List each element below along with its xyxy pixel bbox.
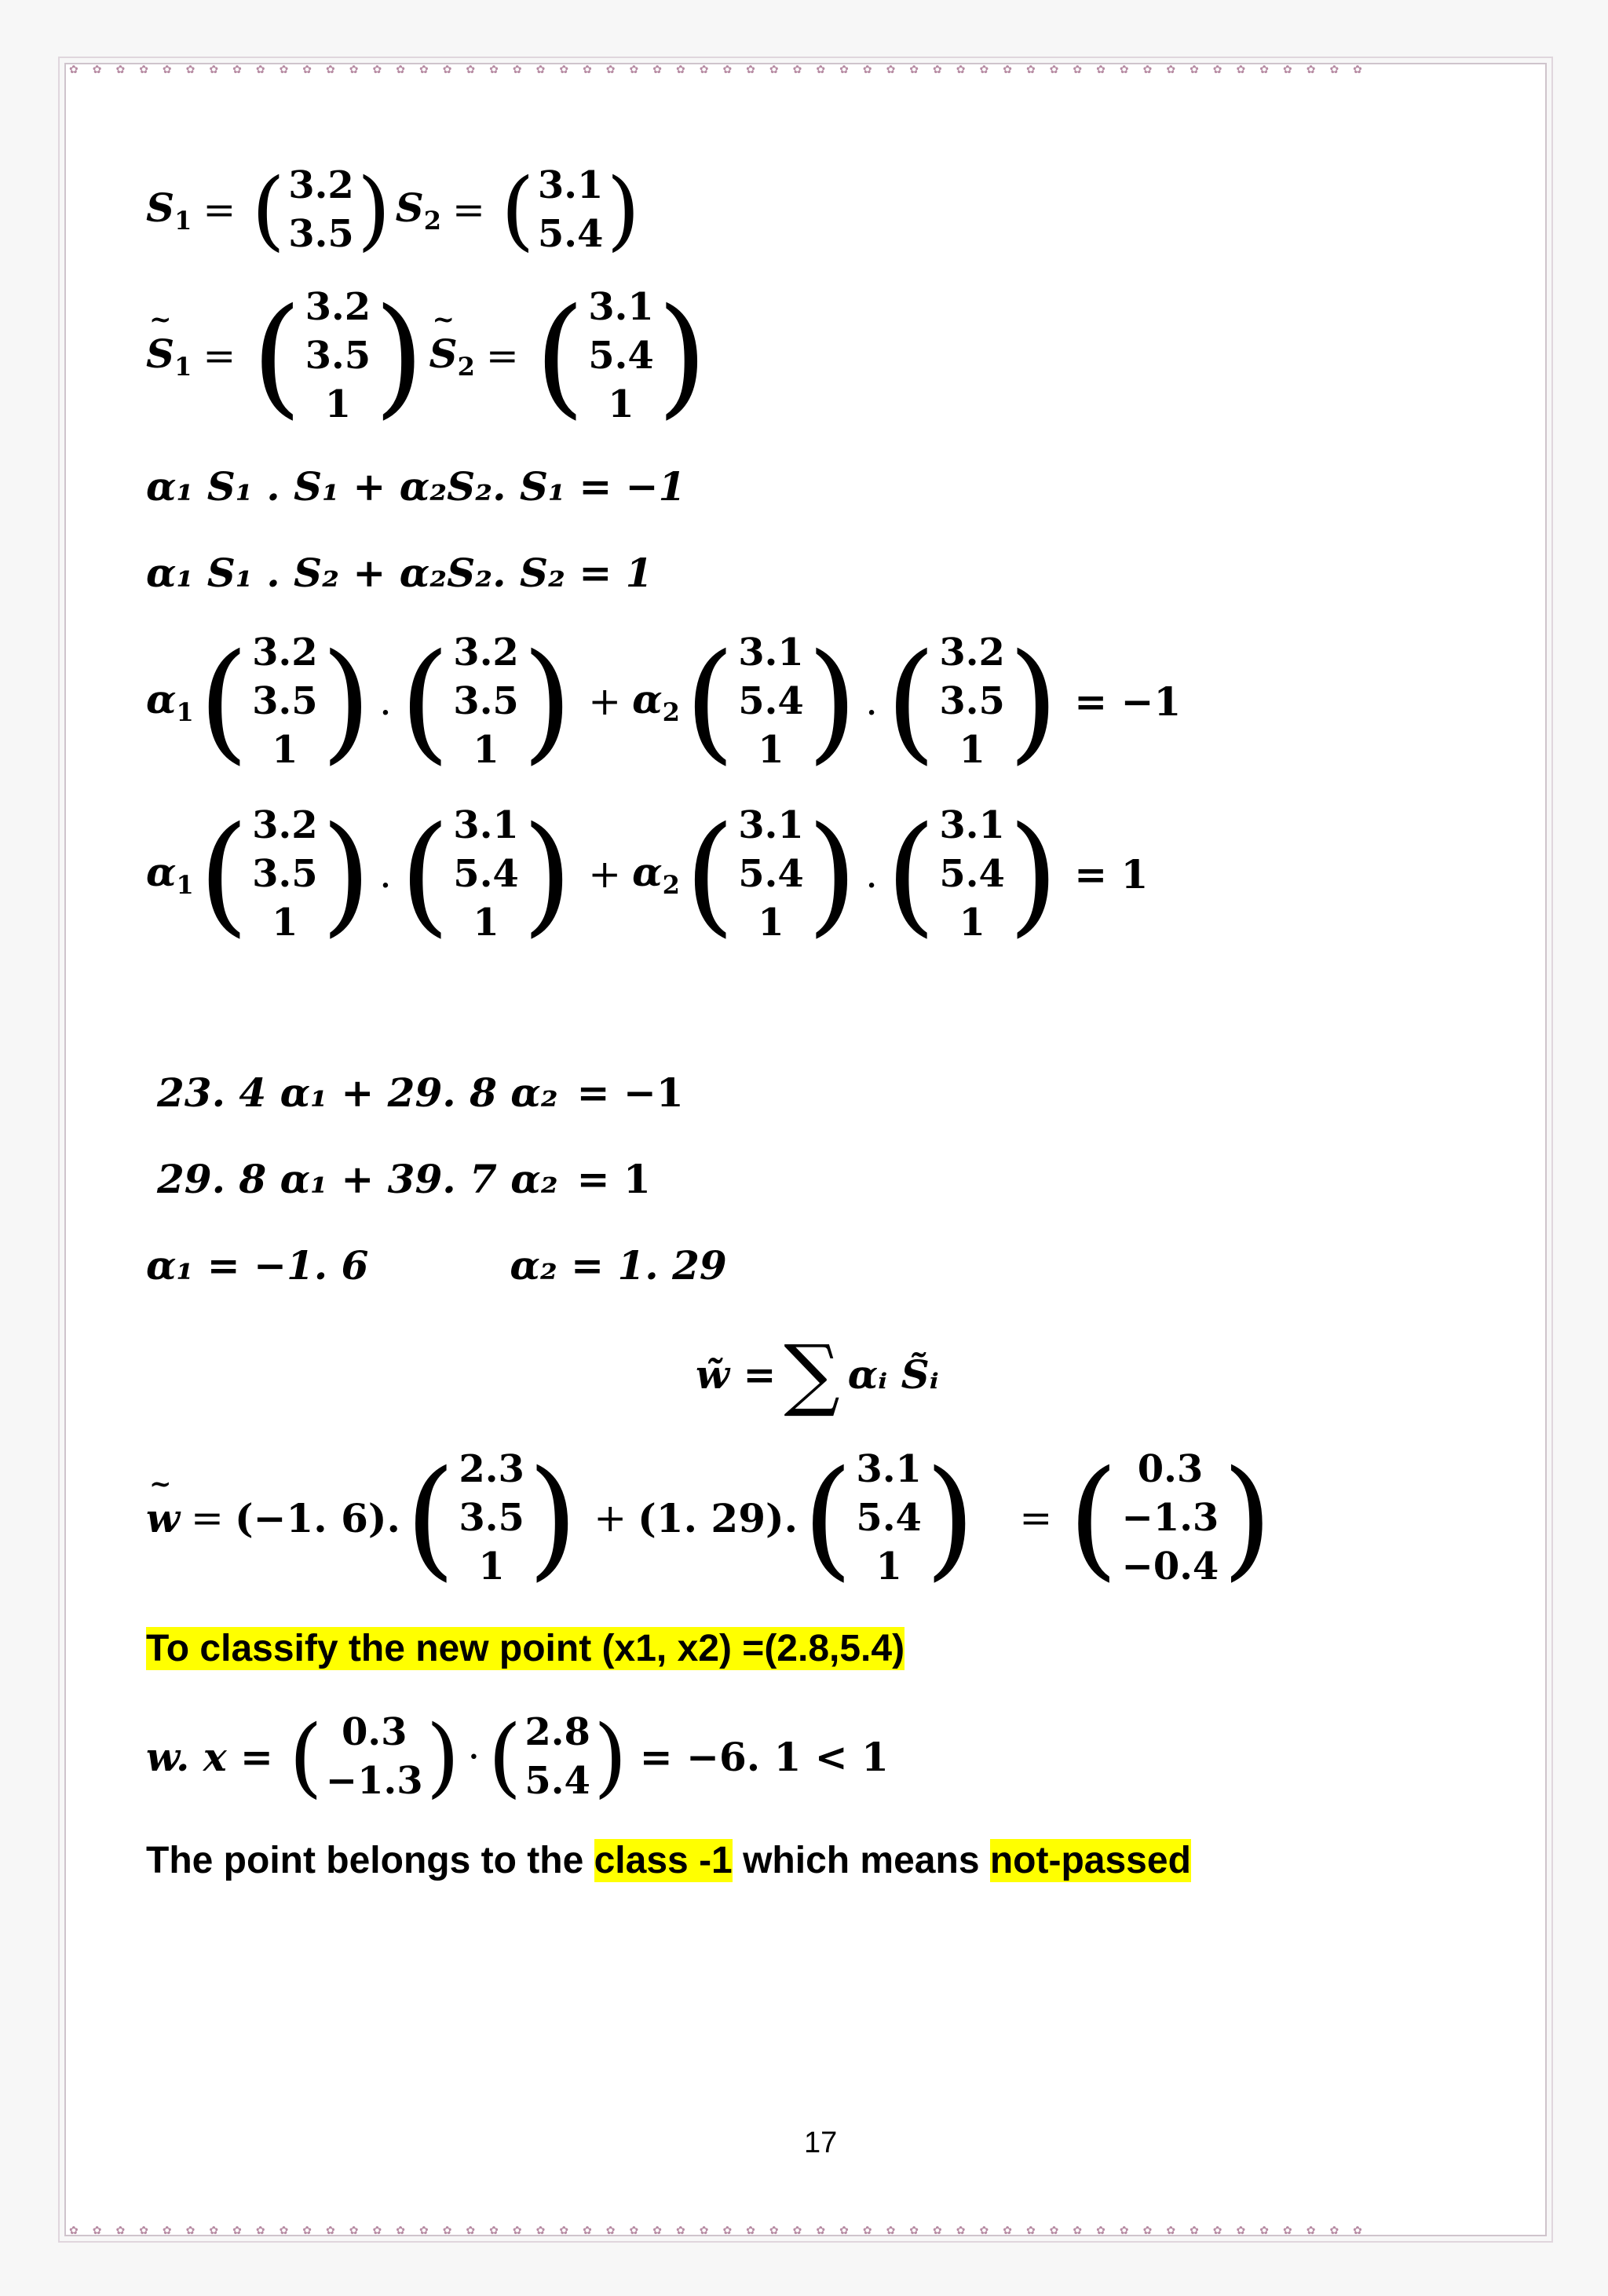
conclusion-text: The point belongs to the class -1 which means not-passed xyxy=(146,1840,1191,1881)
summation-symbol: ∑ xyxy=(784,1328,840,1420)
weight-computation: ~ w = (−1. 6). ( 2.3 3.5 1 ) + (1. 29). ( 3.1 5.4 1 ) = ( 0.3 −1.3 −0.4 ) xyxy=(146,1445,1277,1591)
s1-tilde-symbol: ~ $S_1$ xyxy=(146,331,192,382)
s2-symbol: $S_2$ xyxy=(395,184,442,236)
equation-augmented-vectors: ~ $S_1$ = ( 3.2 3.5 1 ) ~ $S_2$ = ( 3.1 5.4 1 ) xyxy=(146,283,712,429)
vector-s2: ( 3.1 5.4 ) xyxy=(500,159,641,260)
highlight-class: class -1 xyxy=(594,1840,733,1881)
border-ornament-bottom: ✿✿✿✿✿✿✿✿✿✿✿✿✿✿✿✿✿✿✿✿✿✿✿✿✿✿✿✿✿✿✿✿✿✿✿✿✿✿✿✿✿✿✿✿✿✿✿✿✿✿✿✿✿✿✿✿ xyxy=(69,2225,1376,2236)
highlight-not-passed: not-passed xyxy=(989,1840,1191,1881)
equation-expanded-1: $\alpha_1$ ( 3.2 3.5 1 ) . ( 3.2 3.5 1 ) + $\alpha_2$ ( 3.1 5.4 1 ) . ( 3.2 3.5 1 ) = −1 xyxy=(146,625,1182,777)
vector-s2-tilde: ( 3.1 5.4 1 ) xyxy=(534,280,708,431)
linear-equation-1: 23. 4 α₁ + 29. 8 α₂ = −1 xyxy=(157,1069,684,1116)
equals-sign: = xyxy=(203,187,236,232)
vector-s1: ( 3.2 3.5 ) xyxy=(251,159,391,260)
s1-symbol: $S_1$ xyxy=(146,184,192,236)
classification-computation: w. x = ( 0.3 −1.3 ) · ( 2.8 5.4 ) = −6. 1 < 1 xyxy=(146,1706,889,1807)
equals-sign: = xyxy=(452,187,485,232)
s2-tilde-symbol: ~ $S_2$ xyxy=(429,331,475,382)
equation-expanded-2: $\alpha_1$ ( 3.2 3.5 1 ) . ( 3.1 5.4 1 ) + $\alpha_2$ ( 3.1 5.4 1 ) . ( 3.1 5.4 1 ) = 1 xyxy=(146,798,1149,949)
equation-s-vectors xyxy=(146,161,645,258)
equation-dot-product-2: α₁ S₁ . S₂ + α₂S₂. S₂ = 1 xyxy=(146,550,653,596)
equation-dot-product-1: α₁ S₁ . S₁ + α₂S₂. S₁ = −1 xyxy=(146,463,686,510)
page-number: 17 xyxy=(804,2126,838,2159)
linear-equation-2: 29. 8 α₁ + 39. 7 α₂ = 1 xyxy=(157,1156,651,1202)
classify-heading: To classify the new point (x1, x2) =(2.8,5.4) xyxy=(146,1628,905,1669)
vector-s1-tilde: ( 3.2 3.5 1 ) xyxy=(251,280,425,431)
border-ornament-top: ✿✿✿✿✿✿✿✿✿✿✿✿✿✿✿✿✿✿✿✿✿✿✿✿✿✿✿✿✿✿✿✿✿✿✿✿✿✿✿✿✿✿✿✿✿✿✿✿✿✿✿✿✿✿✿✿ xyxy=(69,64,1376,75)
weight-formula: w̃ = ∑ αᵢ S̃ᵢ xyxy=(696,1328,939,1420)
alpha-solution: α₁ = −1. 6 α₂ = 1. 29 xyxy=(146,1242,727,1289)
